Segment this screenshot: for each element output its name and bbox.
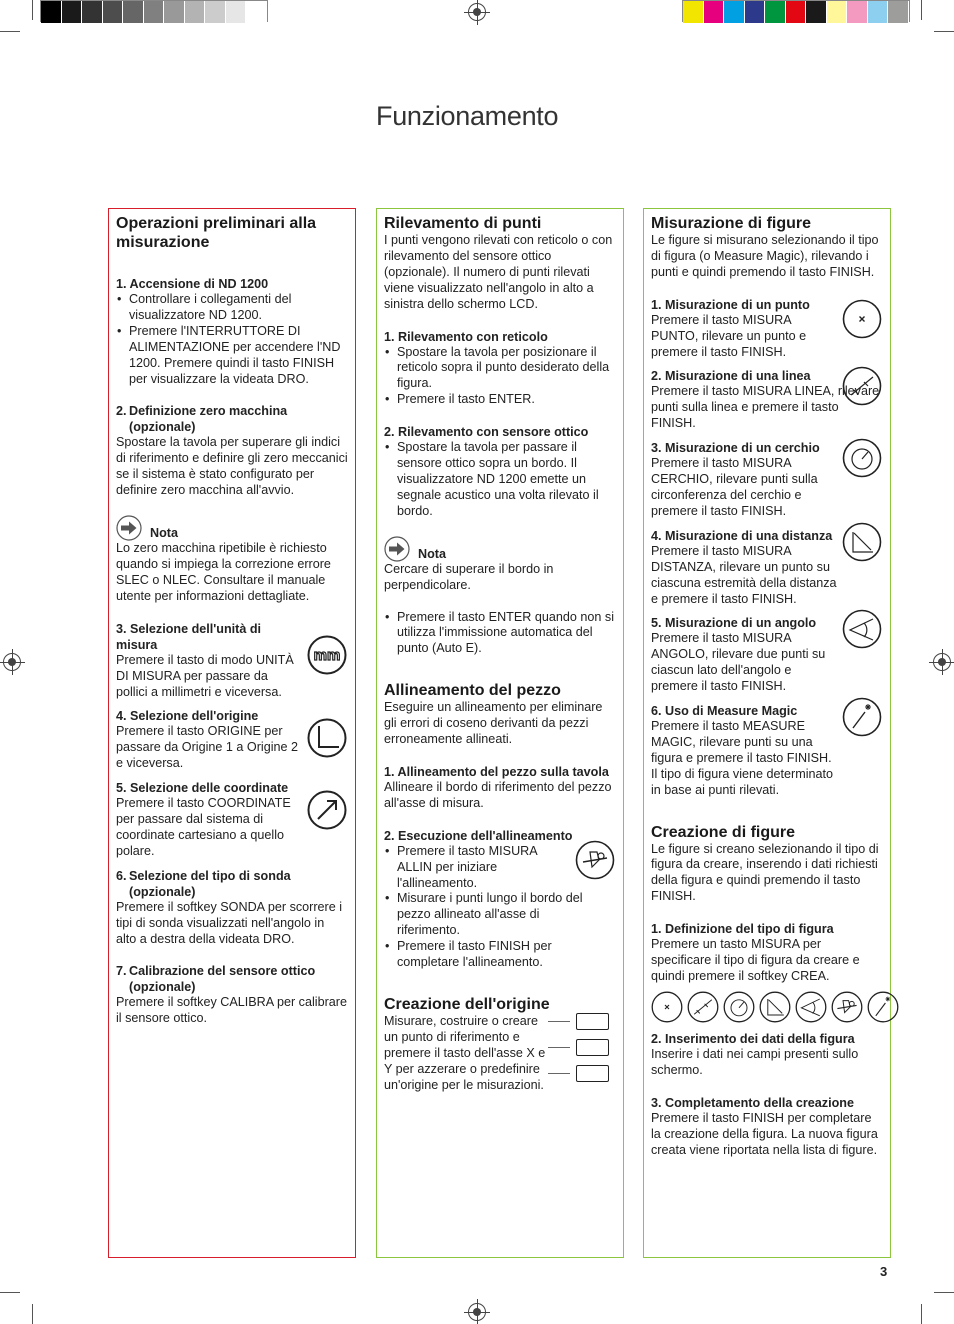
column-point-acquisition <box>376 208 624 1258</box>
list-item: • Premere il tasto FINISH per completare l'allineamento. <box>384 939 570 971</box>
step-text: Premere il softkey CALIBRA per calibrare il sensore ottico. <box>116 995 347 1026</box>
section-intro: Le figure si creano selezionando il tipo di figura da creare, inserendo i dati richiesti della figura e quindi premendo il tasto FINISH. <box>651 841 879 904</box>
registration-mark-icon <box>933 653 951 671</box>
step-title: 1. Allineamento del pezzo sulla tavola <box>384 764 609 779</box>
measure-magic <box>651 703 883 799</box>
step-text: Inserire i dati nei campi presenti sullo schermo. <box>651 1046 859 1077</box>
step-title: 2. Inserimento dei dati della figura <box>651 1031 855 1046</box>
bullet-list <box>384 843 583 971</box>
list-item: • Premere il tasto ENTER quando non si utilizza l'immissione automatica del punto (Auto E). <box>384 610 616 658</box>
note-label: Nota <box>150 526 178 541</box>
polar-coordinates-icon <box>307 790 347 830</box>
note-heading <box>116 515 348 541</box>
step-title: 5. Misurazione di un angolo <box>651 616 817 631</box>
column-preliminary-operations <box>108 208 356 1258</box>
bullet-list <box>384 440 616 520</box>
step-title: 4. Misurazione di una distanza <box>651 528 833 543</box>
list-item: • Premere il tasto ENTER. <box>384 392 616 408</box>
measure-point-icon <box>651 991 683 1023</box>
measure-angle-icon <box>842 609 882 649</box>
step-text: Premere il tasto MISURA DISTANZA, rilevare un punto su ciascuna estremità della distanza e premere il tasto FINISH. <box>651 543 837 606</box>
measure-angle <box>651 615 883 695</box>
measure-circle-icon <box>723 991 755 1023</box>
section-text: Misurare, costruire o creare un punto di riferimento e premere il tasto dell'asse X e Y per azzerare o predefinire un'origine per le misurazioni. <box>384 1014 546 1092</box>
section-title: Rilevamento di punti <box>384 215 542 232</box>
list-item: • Spostare la tavola per passare il sensore ottico sopra un bordo. Il visualizzatore ND 1200 emette un segnale acustico una volta rilevato il bordo. <box>384 440 616 520</box>
step-title: 1. Definizione del tipo di figura <box>651 922 834 937</box>
page-number: 3 <box>880 1264 888 1279</box>
step-title: 1. Accensione di ND 1200 <box>116 277 269 291</box>
measure-magic-icon <box>842 697 882 737</box>
bullet-list <box>384 610 616 658</box>
step-text: Premere il tasto MEASURE MAGIC, rilevare punti su una figura e premere il tasto FINISH. Il tipo di figura viene determinato in base ai punti rilevati. <box>651 719 834 797</box>
step-align <box>384 844 616 971</box>
step-title: 3. Completamento della creazione <box>651 1095 854 1110</box>
color-calibration-strip <box>682 0 910 22</box>
list-item: • Controllare i collegamenti del visualizzatore ND 1200. <box>116 292 348 324</box>
measure-align-icon <box>831 991 863 1023</box>
crop-mark <box>32 1304 33 1324</box>
step-title: 7. Calibrazione del sensore ottico (opzionale) <box>116 964 316 995</box>
measure-distance-icon <box>842 522 882 562</box>
origin-section <box>384 1014 616 1094</box>
crop-mark <box>921 1304 922 1324</box>
origin-key-icon <box>307 718 347 758</box>
step-title: 6. Selezione del tipo di sonda (opzionale) <box>116 868 291 899</box>
list-item: • Premere l'INTERRUTTORE DI ALIMENTAZIONE per accendere l'ND 1200. Premere quindi il tasto FINISH per visualizzare la videata DRO. <box>116 324 348 388</box>
step-title: 2. Rilevamento con sensore ottico <box>384 425 589 440</box>
measure-magic-icon <box>867 991 899 1023</box>
measure-distance <box>651 528 883 608</box>
section-intro: I punti vengono rilevati con reticolo o con rilevamento del sensore ottico (opzionale). Il numero di punti rilevati viene visualizzato nell'angolo in alto a sinistra dello schermo LCD. <box>384 233 613 311</box>
section-title: Operazioni preliminari alla misurazione <box>116 215 317 251</box>
note-label: Nota <box>418 546 446 561</box>
step-text: Premere il tasto COORDINATE per passare dal sistema di coordinate cartesiano a quello polare. <box>116 796 291 858</box>
step-title: 3. Selezione dell'unità di misura <box>116 621 262 652</box>
step-title: 2. Esecuzione dell'allineamento <box>384 828 573 843</box>
step-text: Premere il tasto MISURA PUNTO, rilevare un punto e premere il tasto FINISH. <box>651 312 807 359</box>
registration-mark-icon <box>3 653 21 671</box>
step-units <box>116 621 348 701</box>
list-item: • Premere il tasto MISURA ALLIN per iniziare l'allineamento. <box>384 844 570 892</box>
note-text: Lo zero macchina ripetibile è richiesto quando si impiega la correzione errore SLEC o NLEC. Consultare il manuale utente per informazioni dettagliate. <box>116 541 331 603</box>
column-feature-measurement <box>643 208 891 1258</box>
step-title: 3. Misurazione di un cerchio <box>651 441 820 456</box>
feature-key-row <box>651 991 883 1023</box>
section-title: Creazione di figure <box>651 823 796 841</box>
step-title: 1. Rilevamento con reticolo <box>384 329 548 344</box>
list-item: • Spostare la tavola per posizionare il reticolo sopra il punto desiderato della figura. <box>384 345 616 393</box>
step-text: Premere il tasto di modo UNITÀ DI MISURA per passare da pollici a millimetri e viceversa. <box>116 652 294 699</box>
svg-text:mm: mm <box>313 646 341 664</box>
step-text: Allineare il bordo di riferimento del pezzo all'asse di misura. <box>384 779 612 810</box>
measure-circle-icon <box>842 438 882 478</box>
step-title: 2. Definizione zero macchina (opzionale) <box>116 404 288 435</box>
measure-line-icon <box>687 991 719 1023</box>
step-text: Premere il softkey SONDA per scorrere i tipi di sonda visualizzati nell'angolo in alto a destra della videata DRO. <box>116 899 343 946</box>
section-title: Creazione dell'origine <box>384 996 550 1013</box>
section-intro: Eseguire un allineamento per eliminare gli errori di coseno derivanti da pezzi erroneamente allineati. <box>384 700 603 747</box>
measure-angle-icon <box>795 991 827 1023</box>
page-title: Funzionamento <box>376 101 559 131</box>
note-heading <box>384 536 616 562</box>
step-title: 5. Selezione delle coordinate <box>116 781 289 796</box>
axis-key-x <box>548 1008 612 1034</box>
crop-mark <box>0 31 20 32</box>
arrow-right-circle-icon <box>384 536 410 562</box>
measure-point <box>651 297 883 361</box>
mm-key-icon <box>307 635 347 675</box>
step-coordinates <box>116 780 348 860</box>
step-text: Premere il tasto ORIGINE per passare da Origine 1 a Origine 2 e viceversa. <box>116 724 299 771</box>
measure-align-icon <box>575 840 615 880</box>
axis-key-y <box>548 1034 612 1060</box>
bullet-list <box>116 292 348 387</box>
step-title: 6. Uso di Measure Magic <box>651 704 798 719</box>
step-text: Spostare la tavola per superare gli indici di riferimento e definire gli zero meccanici se il sistema è stato configurato per definire zero macchina all'avvio. <box>116 435 348 498</box>
section-title: Allineamento del pezzo <box>384 682 561 700</box>
measure-circle <box>651 440 883 520</box>
step-title: 2. Misurazione di una linea <box>651 369 811 384</box>
step-origin <box>116 708 348 772</box>
axis-key-z <box>548 1060 612 1086</box>
list-item: • Misurare i punti lungo il bordo del pezzo allineato all'asse di riferimento. <box>384 891 590 939</box>
step-title: 1. Misurazione di un punto <box>651 297 810 312</box>
crop-mark <box>934 31 954 32</box>
crop-mark <box>32 0 33 20</box>
crop-mark <box>934 1292 954 1293</box>
measure-point-icon <box>842 299 882 339</box>
step-text: Premere il tasto MISURA LINEA, rilevare punti sulla linea e premere il tasto FINISH. <box>651 384 880 431</box>
gray-calibration-strip <box>40 0 268 22</box>
step-title: 4. Selezione dell'origine <box>116 709 259 724</box>
registration-mark-icon <box>468 3 486 21</box>
step-text: Premere il tasto MISURA CERCHIO, rilevare punti sulla circonferenza del cerchio e premere il tasto FINISH. <box>651 456 818 518</box>
registration-mark-icon <box>468 1303 486 1321</box>
section-intro: Le figure si misurano selezionando il tipo di figura (o Measure Magic), rilevando i punti e quindi premendo il tasto FINISH. <box>651 233 879 279</box>
measure-distance-icon <box>759 991 791 1023</box>
section-title: Misurazione di figure <box>651 215 812 232</box>
measure-line-icon <box>842 366 882 406</box>
step-text: Premere un tasto MISURA per specificare il tipo di figura da creare e quindi premere il softkey CREA. <box>651 937 860 983</box>
crop-mark <box>0 1292 20 1293</box>
step-text: Premere il tasto MISURA ANGOLO, rilevare due punti su ciascun lato dell'angolo e premere il tasto FINISH. <box>651 631 826 694</box>
crop-mark <box>921 0 922 20</box>
arrow-right-circle-icon <box>116 515 142 541</box>
note-text: Cercare di superare il bordo in perpendicolare. <box>384 561 554 592</box>
axis-keys <box>548 1008 612 1086</box>
step-text: Premere il tasto FINISH per completare la creazione della figura. La nuova figura creata viene riportata nella lista di figure. <box>651 1110 878 1157</box>
bullet-list <box>384 345 616 409</box>
measure-line <box>651 368 883 432</box>
